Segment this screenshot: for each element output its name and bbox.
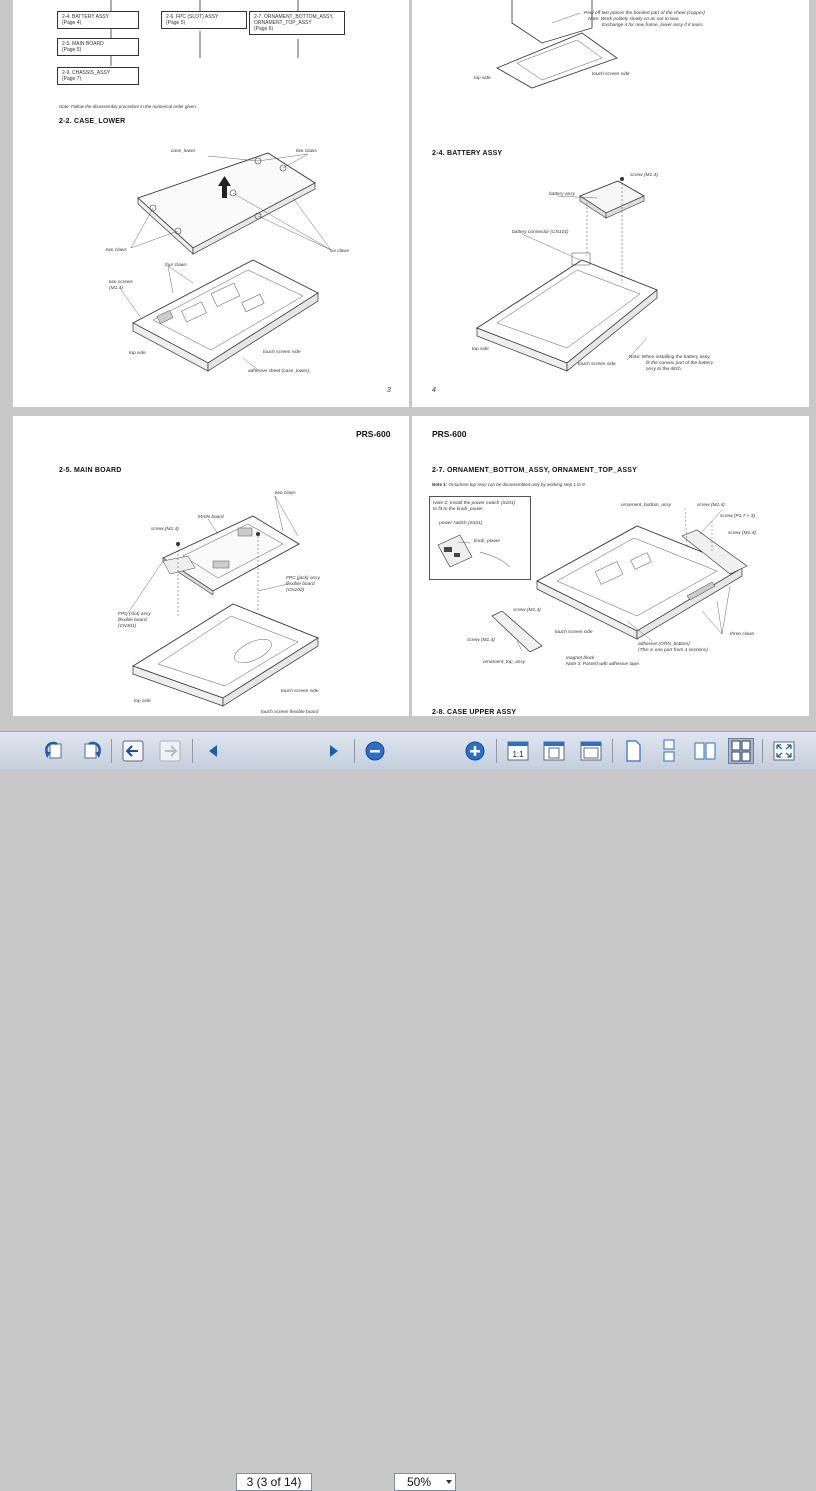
zoom-out-icon (363, 739, 387, 763)
fullscreen-icon (772, 739, 796, 763)
callout-fpc-jack: FPC (jack) assy flexible board (CN102) (286, 576, 320, 593)
page-5 (13, 416, 409, 716)
callout-top-side: top side (474, 76, 491, 81)
chevron-down-icon (446, 1480, 452, 1484)
actual-size-button[interactable] (505, 738, 531, 764)
continuous-icon (657, 739, 681, 763)
callout-screw-m14-c: screw (M1.4) (513, 608, 541, 613)
callout-screw-m14-a: screw (M1.4) (697, 503, 725, 508)
callout-two-claws: two claws (275, 491, 296, 496)
page-3 (13, 0, 409, 407)
fit-page-icon (542, 739, 566, 763)
callout-four-claws: four claws (165, 263, 187, 268)
callout-touch-screen-side: touch screen side (281, 689, 319, 694)
callout-screw: screw (M1.4) (630, 173, 658, 178)
inset-power-switch-label: power switch (S101) (439, 521, 483, 526)
callout-screw: screw (M1.4) (151, 527, 179, 532)
callout-adhesive-sheet: adhesive sheet (case_lower) (248, 369, 310, 374)
callout-ornament-top: ornament_top_assy (483, 660, 526, 665)
toolbar-separator (612, 739, 613, 763)
flow-box-main-board (57, 38, 139, 56)
continuous-facing-icon (729, 739, 753, 763)
toolbar-separator (192, 739, 193, 763)
previous-page-icon (201, 739, 225, 763)
flow-box-title: 2-7. ORNAMENT_BOTTOM_ASSY, ORNAMENT_TOP_ASSY (254, 14, 334, 26)
toolbar-separator (762, 739, 763, 763)
zoom-value: 50% (407, 1475, 432, 1489)
page-number: 3 (387, 387, 391, 394)
callout-screw-m14-d: screw (M1.4) (467, 638, 495, 643)
flow-box-ref: (Page 5) (62, 47, 82, 53)
section-heading-case-upper: 2-8. CASE UPPER ASSY (432, 709, 517, 716)
page-6 (412, 416, 809, 716)
note-text: Ornament top assy can be disassembled only by working step 1 to 9. (448, 482, 586, 487)
previous-page-button[interactable] (200, 738, 226, 764)
viewer-toolbar (0, 731, 816, 1489)
flow-box-ref: (Page 7) (62, 76, 82, 82)
disassembly-note: Note: Follow the disassembly procedure in the numerical order given. (59, 104, 198, 109)
actual-size-icon (506, 739, 530, 763)
flow-box-battery (57, 11, 139, 29)
ornament-note (432, 482, 586, 487)
next-page-icon (322, 739, 346, 763)
note-label: Note 1: (432, 482, 448, 487)
callout-two-screws: two screws (M1.4) (109, 280, 133, 291)
section-heading-battery: 2-4. BATTERY ASSY (432, 150, 503, 157)
flow-box-fpc-slot (161, 11, 247, 29)
single-page-button[interactable] (620, 738, 646, 764)
callout-install-note-2: fit the convex part of the battery (646, 361, 714, 366)
callout-main-board: MAIN board (198, 515, 224, 520)
toolbar-separator (354, 739, 355, 763)
back-button[interactable] (120, 738, 146, 764)
fit-page-button[interactable] (541, 738, 567, 764)
callout-six-claws: six claws (330, 249, 350, 254)
zoom-in-icon (463, 739, 487, 763)
document-viewer[interactable] (0, 0, 816, 716)
callout-touch-screen-flexible: touch screen flexible board (261, 710, 319, 715)
callout-touch-screen-side-bottom: touch screen side (578, 362, 616, 367)
callout-touch-screen-side: touch screen side (263, 350, 301, 355)
next-page-button[interactable] (321, 738, 347, 764)
inset-knob-power-label: knob_power (474, 539, 501, 544)
callout-battery-connector: battery connector (CN101) (512, 230, 569, 235)
rotate-counterclockwise-button[interactable] (42, 738, 68, 764)
page-3-drawing (13, 0, 409, 407)
flow-box-ref: (Page 6) (254, 26, 274, 32)
zoom-in-button[interactable] (462, 738, 488, 764)
callout-touch-screen-side: touch screen side (555, 630, 593, 635)
flow-box-chassis (57, 67, 139, 85)
callout-two-claws-top: two claws (296, 149, 317, 154)
zoom-out-button[interactable] (362, 738, 388, 764)
facing-icon (693, 739, 717, 763)
toolbar-separator (496, 739, 497, 763)
power-switch-inset (429, 496, 531, 580)
callout-fpc-slot: FPC (slot) assy flexible board (CN301) (118, 612, 151, 629)
callout-work-politely: Note: Work politely slowly so as not to tear. (588, 17, 680, 22)
callout-adhesive: adhesive (ORN_bottom) (This is one part from 4 sections) (638, 642, 708, 653)
facing-button[interactable] (692, 738, 718, 764)
callout-two-claws-left: two claws (106, 248, 127, 253)
callout-magnet-block: magnet block (566, 656, 595, 661)
flow-box-ornament (249, 11, 345, 35)
rotate-clockwise-button[interactable] (78, 738, 104, 764)
fullscreen-button[interactable] (771, 738, 797, 764)
rotate-counterclockwise-icon (43, 739, 67, 763)
continuous-facing-button[interactable] (728, 738, 754, 764)
flow-box-title: 2-4. BATTERY ASSY (62, 14, 109, 20)
inset-drawing (430, 497, 530, 579)
rotate-clockwise-icon (79, 739, 103, 763)
toolbar-separator (111, 739, 112, 763)
inset-install-note: Note 2: Install the power switch (S101) to fit to the knob_power. (433, 501, 516, 512)
callout-battery-assy: battery assy (549, 192, 575, 197)
flow-box-ref: (Page 5) (166, 20, 186, 26)
page-4 (412, 0, 809, 407)
forward-icon (158, 739, 182, 763)
callout-screw-m14-b: screw (M1.4) (728, 531, 756, 536)
callout-note-3: Note 3: Pasted with adhesive tape. (566, 662, 641, 667)
callout-ornament-bottom: ornament_bottom_assy (621, 503, 672, 508)
page-number: 4 (432, 387, 436, 394)
single-page-icon (621, 739, 645, 763)
flow-box-title: 2-6. FPC (SLOT) ASSY (166, 14, 219, 20)
forward-button[interactable] (157, 738, 183, 764)
callout-touch-screen-side: touch screen side (592, 72, 630, 77)
svg-text:1:1: 1:1 (512, 750, 524, 759)
page-4-drawing (412, 0, 809, 407)
callout-install-note-3: assy to the ditch. (646, 367, 682, 372)
section-heading-main-board: 2-5. MAIN BOARD (59, 467, 122, 474)
brand-header: PRS-600 (356, 429, 391, 439)
flow-box-title: 2-5. MAIN BOARD (62, 41, 104, 47)
section-heading-case-lower: 2-2. CASE_LOWER (59, 118, 126, 125)
callout-three-claws: three claws (730, 632, 755, 637)
callout-install-note-1: Note: When installing the battery assy, (629, 355, 711, 360)
callout-top-side: top side (129, 351, 146, 356)
callout-exchange: Exchange it for new frame_lower assy if it tears. (602, 23, 704, 28)
section-heading-ornament: 2-7. ORNAMENT_BOTTOM_ASSY, ORNAMENT_TOP_ASSY (432, 467, 637, 474)
flow-box-ref: (Page 4) (62, 20, 82, 26)
callout-top-side-bottom: top side (472, 347, 489, 352)
zoom-select[interactable] (394, 1473, 456, 1491)
fit-width-icon (579, 739, 603, 763)
page-number-input[interactable]: 3 (3 of 14) (236, 1473, 312, 1491)
callout-top-side: top side (134, 699, 151, 704)
flow-box-title: 2-9. CHASSIS_ASSY (62, 70, 111, 76)
page-5-drawing (13, 416, 409, 716)
continuous-button[interactable] (656, 738, 682, 764)
fit-width-button[interactable] (578, 738, 604, 764)
callout-case-lower: case_lower (171, 149, 196, 154)
callout-screw-p17: screw (P1.7 × 3) (720, 514, 756, 519)
brand-header: PRS-600 (432, 429, 467, 439)
callout-peel-off: Peel off two places the bonded part of the sheet (copper) (584, 11, 705, 16)
back-icon (121, 739, 145, 763)
